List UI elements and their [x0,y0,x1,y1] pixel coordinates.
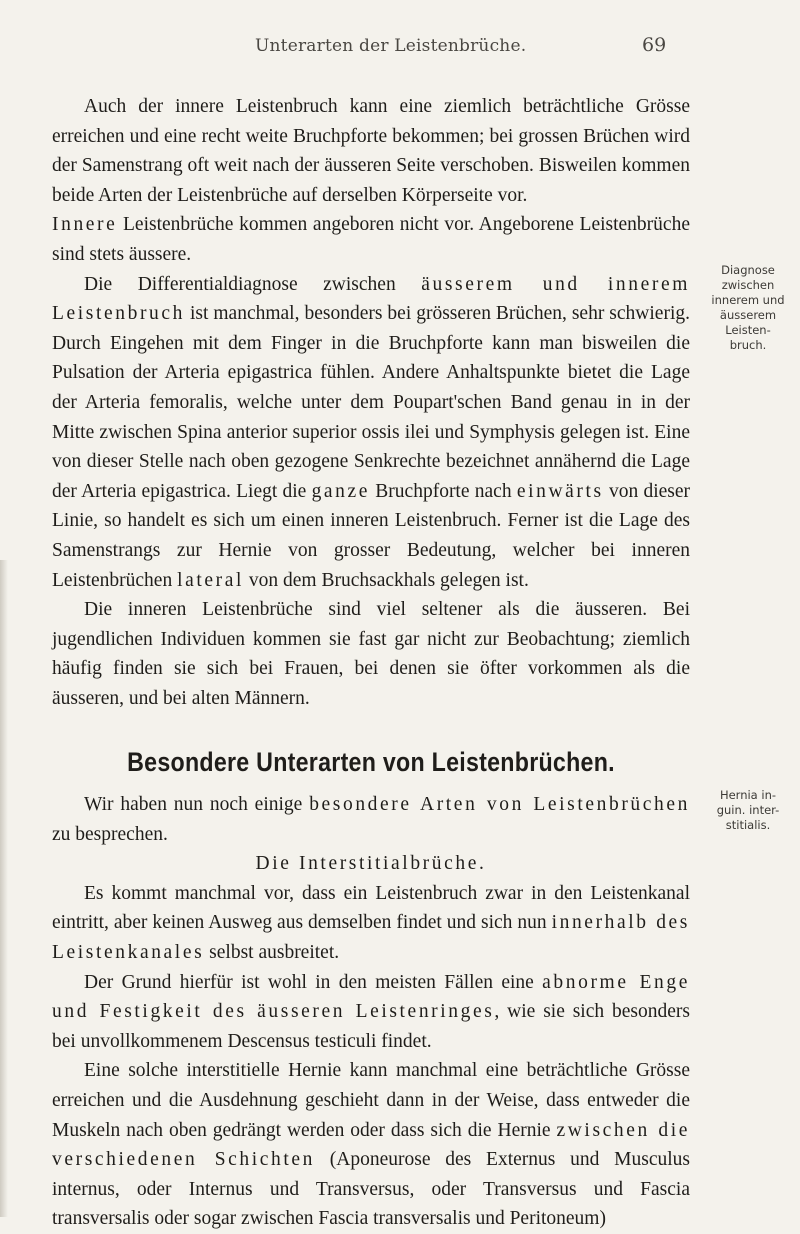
paragraph-text: Bruchpforte nach [370,480,517,502]
margin-note-line: innerem und [711,293,785,307]
emphasis: lateral [177,569,244,591]
margin-note-line: guin. inter- [716,803,780,817]
paragraph-text: Die Differentialdiagnose zwischen [84,273,422,295]
paragraph-text: zu besprechen. [52,823,168,845]
page-number: 69 [642,34,667,56]
section-title: Besondere Unterarten von Leistenbrüchen. [127,747,615,778]
paragraph [52,210,690,269]
paragraph-text: selbst ausbreitet. [204,942,340,964]
paragraph-text: Der Grund hierfür ist wohl in den meisten Fällen eine [84,971,543,993]
page-edge-shadow [0,560,8,1217]
margin-note-line: stitialis. [725,818,771,832]
emphasis: innerhalb des Leistenkanales [52,912,690,964]
paragraph-text: von dieser Linie, so handelt es sich um einen inneren Leistenbruch. Ferner ist die Lage des Samenstrangs zur Hernie von grosser Bedeutung, welcher bei inneren Leistenbrüchen [52,480,691,591]
emphasis: äusserem und innerem Leistenbruch [52,273,690,325]
emphasis: zwischen die verschiedenen Schichten [52,1119,690,1171]
emphasis: Innere [52,214,118,236]
body-text [52,92,690,1234]
paragraph-text: , wie sie sich besonders bei unvollkommenem Descensus testiculi findet. [52,1001,690,1052]
emphasis: einwärts [516,480,604,502]
running-title: Unterarten der Leistenbrüche. [255,36,527,56]
paragraph-text: Leistenbrüche kommen angeboren nicht vor. Angeborene Leistenbrüche sind stets äussere. [52,214,690,265]
paragraph-text: Auch der innere Leistenbruch kann eine ziemlich beträchtliche Grösse erreichen und eine recht weite Bruchpforte bekommen; bei grossen Brüchen wird der Samenstrang oft weit nach der äusseren Seite verschoben. Bisweilen kommen beide Arten der Leistenbrüche auf derselben Körperseite vor. [52,96,690,206]
subsection-title: Die Interstitialbrüche. [255,853,487,875]
paragraph [52,595,690,713]
paragraph-text: ist manchmal, besonders bei grösseren Brüchen, sehr schwierig. Durch Eingehen mit dem Finger in die Bruchpforte kann man bisweilen die Pulsation der Arteria epigastrica fühlen. Andere Anhaltspunkte bietet die Lage der Arteria femoralis, welche unter dem Poupart'schen Band genau in in der Mitte zwischen Spina anterior superior ossis ilei und Symphysis gelegen ist. Eine von dieser Stelle nach oben gezogene Senkrechte bezeichnet annähernd die Lage der Arteria epigastrica. Liegt die [52,303,690,502]
margin-note-line: Hernia in- [719,788,777,802]
margin-note-line: Leisten- [725,323,771,337]
paragraph-text: Die inneren Leistenbrüche sind viel seltener als die äusseren. Bei jugendlichen Individuen kommen sie fast gar nicht zur Beobachtung; ziemlich häufig finden sie sich bei Frauen, bei denen sie öfter vorkommen als die äusseren, und bei alten Männern. [52,599,690,709]
emphasis: besondere Arten von Leistenbrüchen [309,794,690,816]
margin-note-line: Diagnose [721,263,775,277]
emphasis: ganze [311,480,371,502]
margin-note-line: äusserem [719,308,777,322]
paragraph [52,879,690,968]
paragraph-text: Eine solche interstitielle Hernie kann manchmal eine beträchtliche Grösse erreichen und die Ausdehnung geschieht dann in der Weise, dass entweder die Muskeln nach oben gedrängt werden oder dass sich die Hernie [52,1060,690,1141]
paragraph-text: Es kommt manchmal vor, dass ein Leistenbruch zwar in den Leistenkanal eintritt, aber keinen Ausweg aus demselben findet und sich nun [52,882,690,934]
margin-note-hernia [700,788,796,833]
margin-note-line: zwischen [721,278,775,292]
paragraph [52,270,690,596]
paragraph [52,92,690,210]
paragraph [52,1056,690,1234]
paragraph-text: von dem Bruchsackhals gelegen ist. [244,569,529,591]
spacer [52,713,690,742]
paragraph-text: (Aponeurose des Externus und Musculus internus, oder Internus und Transversus, oder Transversus und Fascia transversalis oder sogar zwischen Fascia transversalis und Peritoneum) [52,1149,690,1230]
margin-note-diagnosis [700,263,796,353]
paragraph [52,790,690,849]
margin-note-line: bruch. [729,338,767,352]
paragraph [52,968,690,1057]
paragraph-text: Wir haben nun noch einige [84,794,310,816]
emphasis: abnorme Enge und Festigkeit des äusseren Leistenringes [52,971,690,1023]
